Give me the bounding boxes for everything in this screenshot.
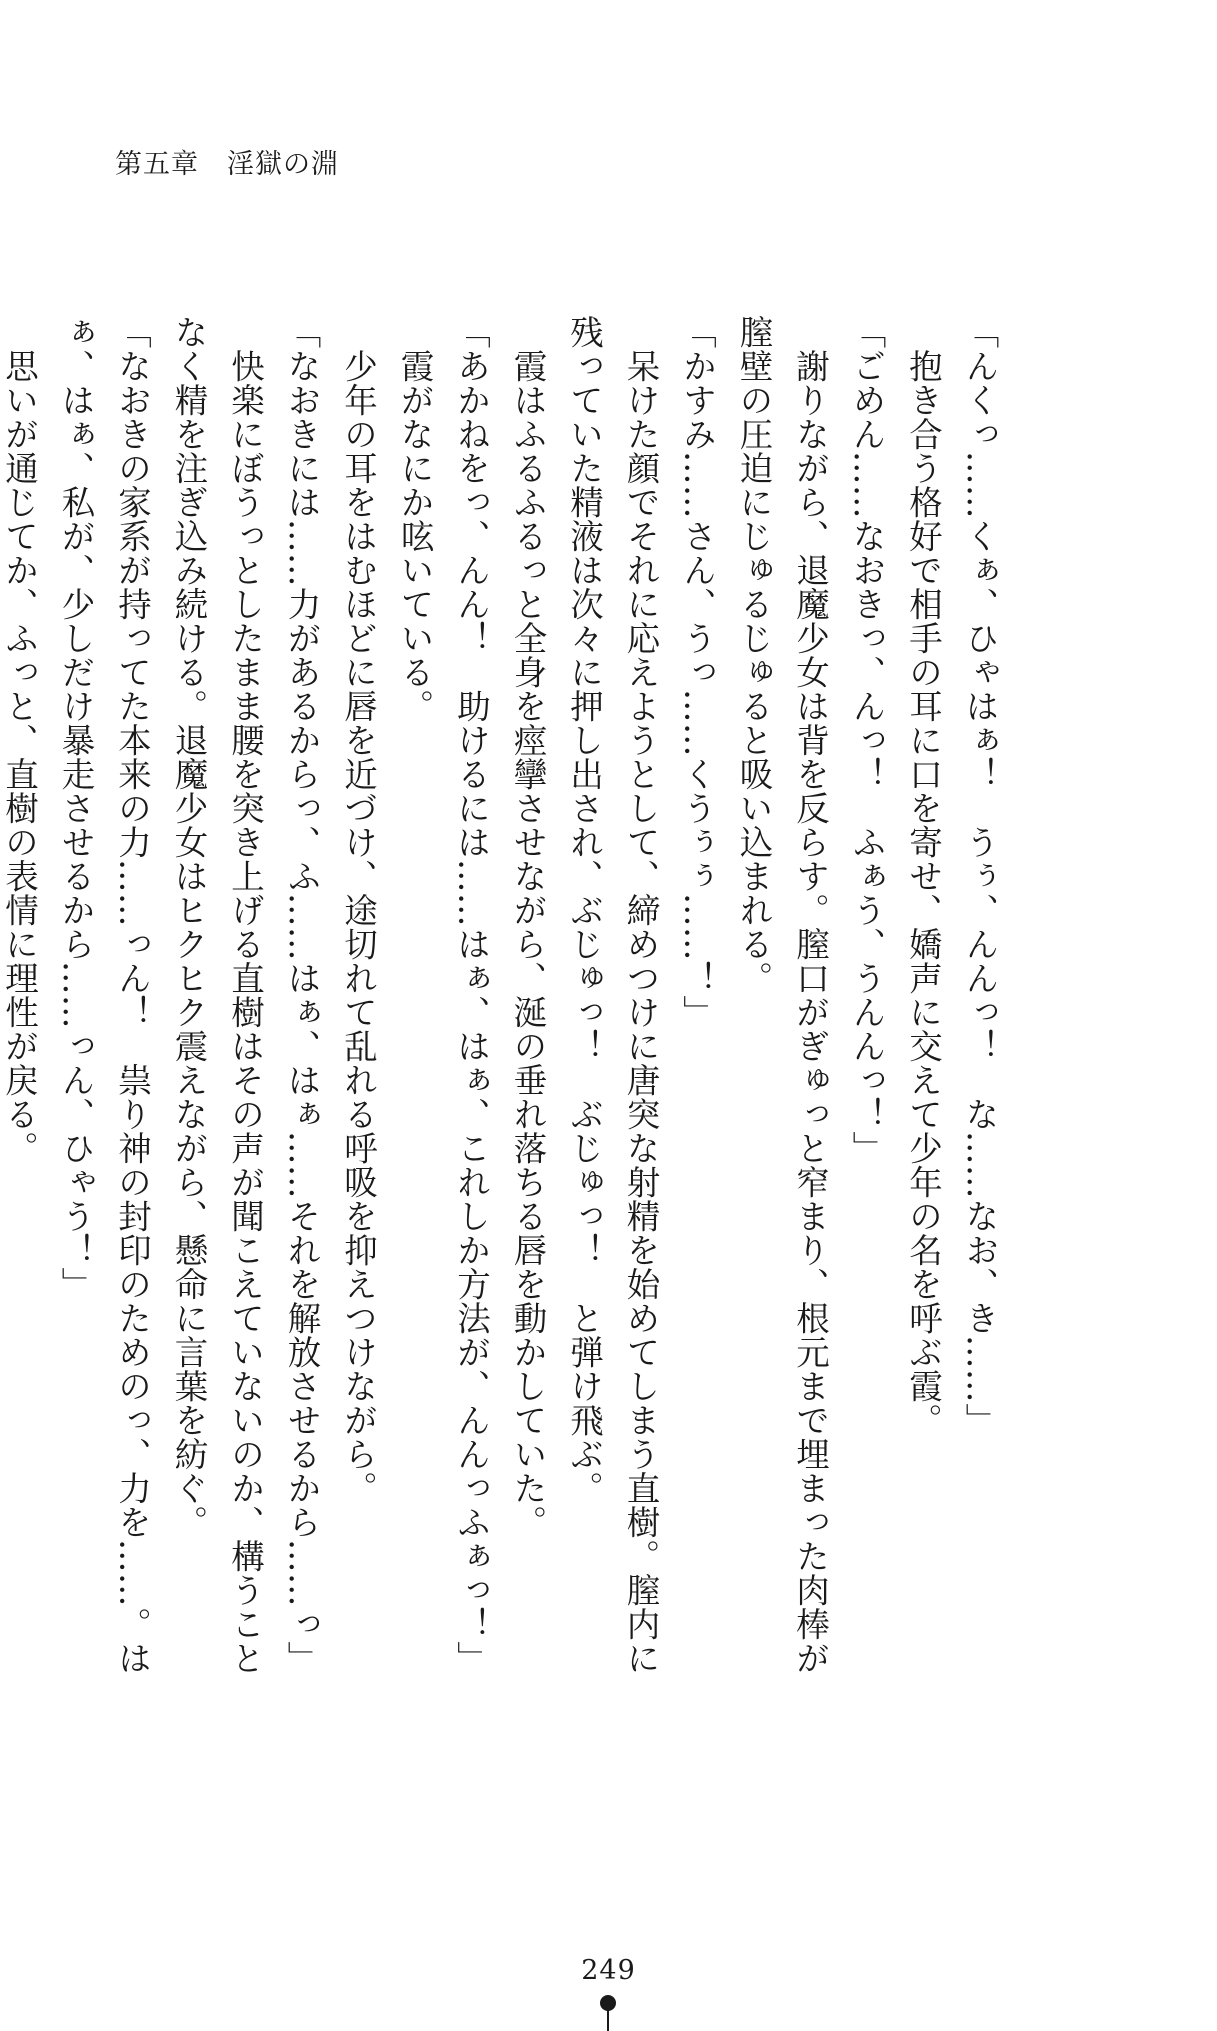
text-line: 呆けた顔でそれに応えようとして、締めつけに唐突な射精を始めてしまう直樹。膣内に (621, 315, 660, 1675)
chapter-header: 第五章 淫獄の淵 (115, 149, 339, 180)
text-line: 「なおきの家系が持ってた本来の力……っん！ 祟り神の封印のためのっ、力を……。は (112, 315, 152, 1675)
text-line: なく精を注ぎ込み続ける。退魔少女はヒクヒク震えながら、懸命に言葉を紡ぐ。 (169, 315, 208, 1539)
text-line: 膣壁の圧迫にじゅるじゅると吸い込まれる。 (734, 315, 773, 995)
text-line: 謝りながら、退魔少女は背を反らす。膣口がぎゅっと窄まり、根元まで埋まった肉棒が (790, 315, 830, 1675)
page-number: 249 (581, 1955, 636, 1986)
text-line: 「なおきには……力があるからっ、ふ……はぁ、はぁ……それを解放させるから……っ」 (282, 315, 321, 1675)
text-line: 霞はふるふるっと全身を痙攣させながら、涎の垂れ落ちる唇を動かしていた。 (508, 315, 547, 1539)
text-line: 「んくっ……くぁ、ひゃはぁ！ うぅ、んんっ！ な……なお、き……」 (960, 315, 999, 1437)
text-line: 思いが通じてか、ふっと、直樹の表情に理性が戻る。 (0, 315, 39, 1165)
text-line: 残っていた精液は次々に押し出され、ぶじゅっ！ ぶじゅっ！ と弾け飛ぶ。 (564, 315, 604, 1505)
text-line: 「あかねをっ、んん！ 助けるには……はぁ、はぁ、これしか方法が、んんっふぁっ！」 (451, 315, 491, 1675)
text-line: 少年の耳をはむほどに唇を近づけ、途切れて乱れる呼吸を抑えつけながら。 (338, 315, 378, 1505)
text-line: ぁ、はぁ、私が、少しだけ暴走させるから……っん、ひゃう！」 (56, 315, 95, 1301)
text-line: 「ごめん……なおきっ、んっ！ ふぁう、うんんっ！」 (847, 315, 886, 1165)
text-line: 「かすみ……さん、うっ……くうぅぅ……！」 (677, 315, 717, 1029)
text-line: 抱き合う格好で相手の耳に口を寄せ、嬌声に交えて少年の名を呼ぶ霞。 (903, 315, 943, 1437)
text-line: 快楽にぼうっとしたまま腰を突き上げる直樹はその声が聞こえていないのか、構うこと (225, 315, 265, 1675)
page-marker-line (607, 2008, 609, 2031)
vertical-text-block (0, 315, 1007, 1735)
text-line: 霞がなにか呟いている。 (395, 315, 434, 723)
